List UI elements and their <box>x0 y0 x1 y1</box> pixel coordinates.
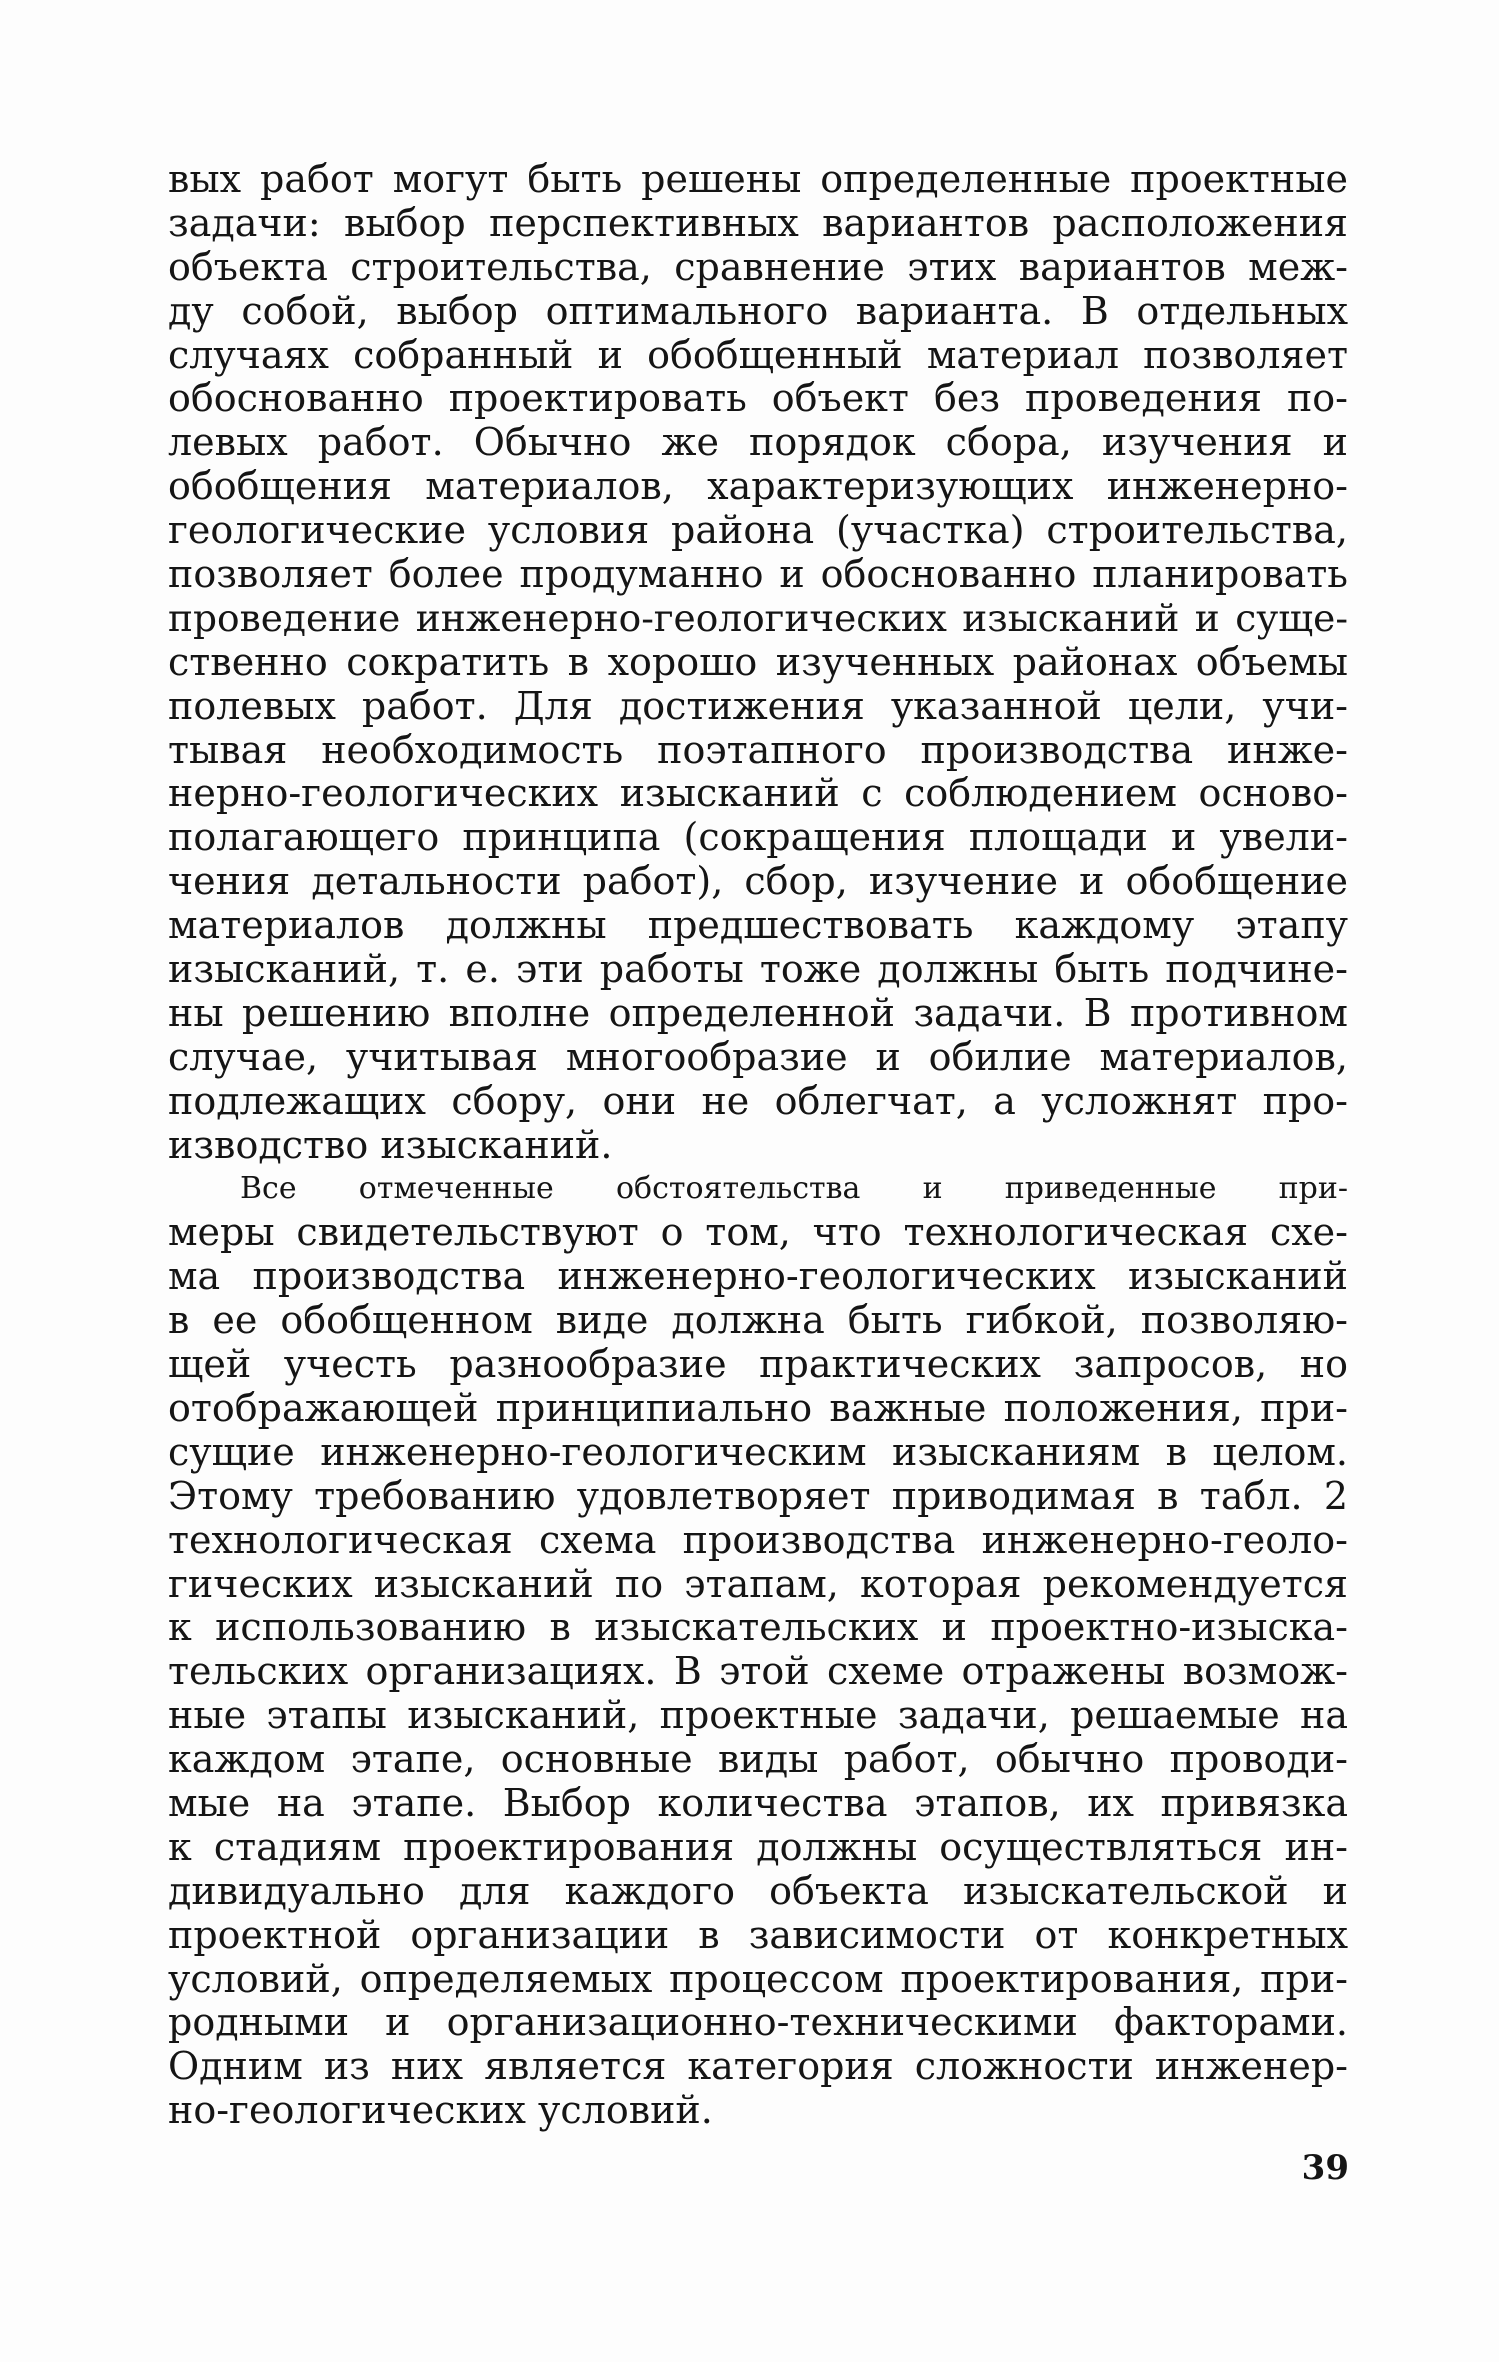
text-line: сущие инженерно-геологическим изысканиям в целом. <box>168 1429 1348 1474</box>
text-line: материалов должны предшествовать каждому этапу <box>168 903 1348 948</box>
page-number: 39 <box>1301 2148 1349 2188</box>
text-line: но-геологических условий. <box>168 2088 713 2133</box>
text-line: чения детальности работ), сбор, изучение и обобщение <box>168 859 1348 904</box>
text-line: изводство изысканий. <box>168 1122 613 1167</box>
text-line: обобщения материалов, характеризующих инженерно- <box>168 464 1348 509</box>
text-line: щей учесть разнообразие практических запросов, но <box>168 1342 1348 1387</box>
text-line: меры свидетельствуют о том, что технологическая схе- <box>168 1210 1348 1255</box>
text-line: случаях собранный и обобщенный материал позволяет <box>168 332 1348 377</box>
text-line: Этому требованию удовлетворяет приводимая в табл. 2 <box>168 1473 1348 1518</box>
text-line: случае, учитывая многообразие и обилие материалов, <box>168 1034 1348 1079</box>
text-line: технологическая схема производства инженерно-геоло- <box>168 1517 1348 1562</box>
text-line: левых работ. Обычно же порядок сбора, изучения и <box>168 420 1348 465</box>
body-text <box>168 158 1348 2133</box>
text-line: позволяет более продуманно и обоснованно планировать <box>168 552 1348 597</box>
text-line: ду собой, выбор оптимального варианта. В отдельных <box>168 288 1348 333</box>
text-line: Все отмеченные обстоятельства и приведенные при- <box>240 1171 1348 1207</box>
text-line: мые на этапе. Выбор количества этапов, их привязка <box>168 1780 1348 1825</box>
text-line: Одним из них является категория сложности инженер- <box>168 2044 1348 2089</box>
text-line: к использованию в изыскательских и проектно-изыска- <box>168 1605 1348 1650</box>
text-line: каждом этапе, основные виды работ, обычно проводи- <box>168 1737 1348 1782</box>
text-line: дивидуально для каждого объекта изыскательской и <box>168 1868 1348 1913</box>
text-line: нерно-геологических изысканий с соблюдением осново- <box>168 771 1348 816</box>
paragraph <box>168 158 1348 1167</box>
text-line: ственно сократить в хорошо изученных районах объемы <box>168 639 1348 684</box>
text-line: проведение инженерно-геологических изысканий и суще- <box>168 595 1348 640</box>
paragraph <box>168 1167 1348 2133</box>
text-line: объекта строительства, сравнение этих вариантов меж- <box>168 244 1348 289</box>
text-line: полагающего принципа (сокращения площади и увели- <box>168 815 1348 860</box>
text-line: тельских организациях. В этой схеме отражены возмож- <box>168 1649 1348 1694</box>
text-line: проектной организации в зависимости от конкретных <box>168 1912 1348 1957</box>
text-line: геологические условия района (участка) строительства, <box>168 508 1348 553</box>
text-line: полевых работ. Для достижения указанной цели, учи- <box>168 683 1348 728</box>
text-line: в ее обобщенном виде должна быть гибкой, позволяю- <box>168 1298 1348 1343</box>
text-line: обоснованно проектировать объект без проведения по- <box>168 376 1348 421</box>
text-line: к стадиям проектирования должны осуществляться ин- <box>168 1824 1348 1869</box>
text-line: задачи: выбор перспективных вариантов расположения <box>168 200 1348 245</box>
text-line: изысканий, т. е. эти работы тоже должны быть подчине- <box>168 947 1348 992</box>
text-line: ны решению вполне определенной задачи. В противном <box>168 990 1348 1035</box>
text-line: ные этапы изысканий, проектные задачи, решаемые на <box>168 1693 1348 1738</box>
text-line: гических изысканий по этапам, которая рекомендуется <box>168 1561 1348 1606</box>
text-line: вых работ могут быть решены определенные проектные <box>168 157 1348 201</box>
text-line: подлежащих сбору, они не облегчат, а усложнят про- <box>168 1078 1348 1123</box>
text-line: условий, определяемых процессом проектирования, при- <box>168 1956 1348 2001</box>
text-line: отображающей принципиально важные положения, при- <box>168 1385 1348 1430</box>
text-line: ма производства инженерно-геологических изысканий <box>168 1254 1348 1299</box>
text-line: тывая необходимость поэтапного производства инже- <box>168 727 1348 772</box>
text-line: родными и организационно-техническими факторами. <box>168 2000 1348 2045</box>
